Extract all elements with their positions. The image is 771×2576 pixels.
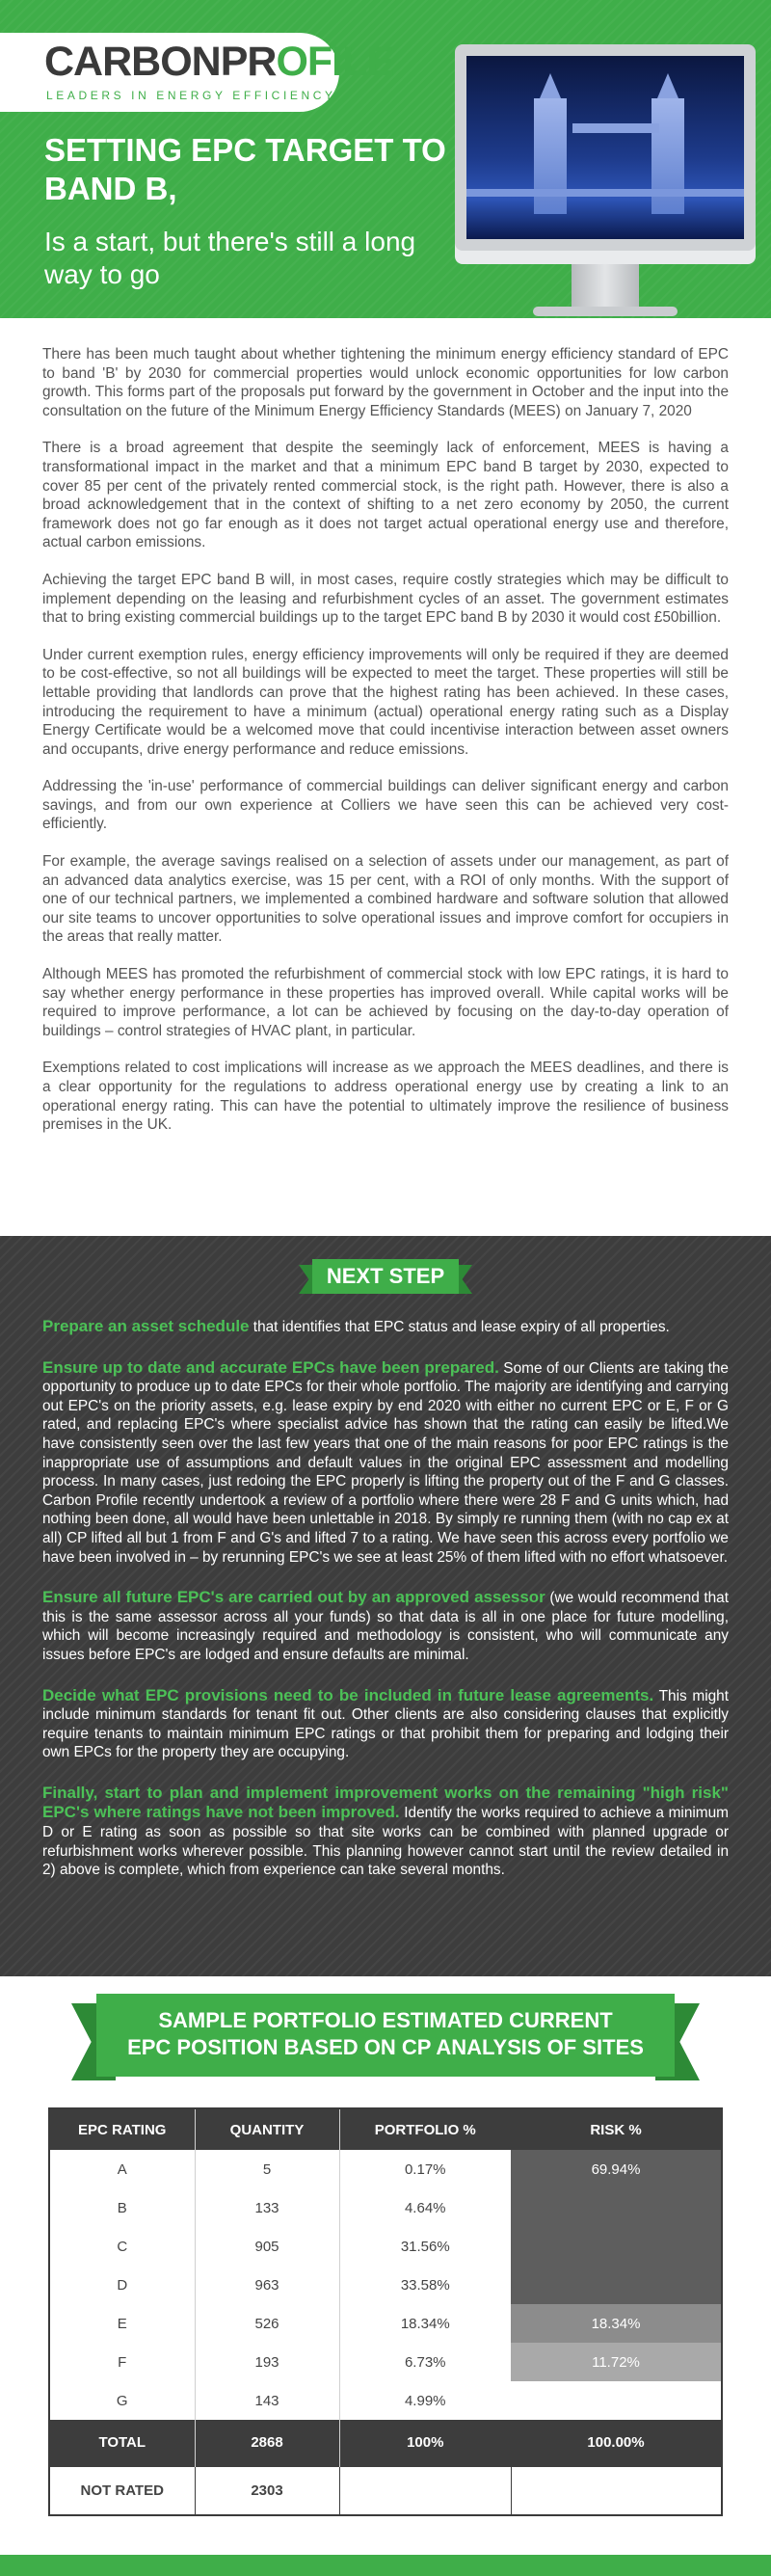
epc-table: [48, 2107, 723, 2516]
rating-cell: G: [116, 2392, 128, 2409]
risk-cell-f-g: 11.72%: [511, 2343, 721, 2381]
monitor-screen: [455, 44, 756, 251]
logo-wordmark: CARBONPROFILE: [44, 39, 394, 85]
hero-banner: [0, 0, 771, 318]
article-paragraph: Achieving the target EPC band B will, in most cases, require costly strategies which may be difficult to implement depending on the leasing and refurbishment cycles of an asset. The government estimates that to bring existing commercial buildings up to the target EPC band B by 2030 it would cost £50billion.: [42, 571, 729, 627]
not-rated-empty: [511, 2466, 721, 2514]
step-highlight: Prepare an asset schedule: [42, 1317, 250, 1335]
portfolio-cell: 4.99%: [339, 2381, 511, 2420]
page-title: SETTING EPC TARGET TO BAND B,: [44, 132, 446, 206]
page-subtitle: Is a start, but there's still a long way to go: [44, 227, 416, 289]
table-row: [50, 2150, 721, 2188]
step-highlight: Ensure up to date and accurate EPCs have been prepared.: [42, 1357, 499, 1377]
article-paragraph: Under current exemption rules, energy efficiency improvements will only be required if they are deemed to be cost-effective, so not all buildings will be expected to meet the target. These properties will still be lettable providing that landlords can prove that the highest rating has been achieved. In these cases, introducing the requirement to have a minimum (actual) operational energy rating such as a Display Energy Certificate would be a welcomed move that could incentivise interaction between asset owners and occupants, drive energy performance and reduce emissions.: [42, 646, 729, 758]
monitor-illustration: [455, 44, 756, 316]
step-highlight: Ensure all future EPC's are carried out by an approved assessor: [42, 1588, 545, 1607]
rating-cell: E: [117, 2315, 127, 2332]
step-highlight: Decide what EPC provisions need to be included in future lease agreements.: [42, 1685, 654, 1704]
portfolio-cell: 0.17%: [339, 2150, 511, 2188]
sample-portfolio-heading: [96, 1994, 675, 2077]
risk-cell-a-to-d: 69.94%: [511, 2150, 721, 2304]
step-highlight: Finally, start to plan and implement improvement works on the remaining "high risk" EPC's where ratings have not been improved.: [42, 1783, 729, 1822]
quantity-cell: 133: [195, 2188, 339, 2227]
step-text: This might include minimum standards for tenant fit out. Other clients are also considering clauses that explicitly require tenants to maintain minimum EPC ratings or that prohibit them for preparing and lodging their own EPCs for the property they are occupying.: [42, 1687, 730, 1761]
quantity-cell: 526: [195, 2304, 339, 2343]
not-rated-label: NOT RATED: [50, 2466, 195, 2514]
quantity-cell: 963: [195, 2266, 339, 2304]
tower-bridge-image: [466, 56, 744, 239]
risk-cell-e: 18.34%: [511, 2304, 721, 2343]
column-header-portfolio: PORTFOLIO %: [339, 2109, 511, 2150]
step-text: Identify the works required to achieve a minimum D or E rating as soon as possible so that site works can be combined with planned upgrade or refurbishment works wherever possible. This planning however cannot start until the review detailed in 2) above is complete, which from experience can take several months.: [42, 1805, 729, 1879]
column-header-rating: EPC RATING: [50, 2109, 195, 2150]
logo-tagline: LEADERS IN ENERGY EFFICIENCY: [46, 89, 336, 102]
next-step-item: [42, 1317, 729, 1337]
rating-cell: D: [117, 2276, 128, 2294]
quantity-cell: 5: [195, 2150, 339, 2188]
not-rated-quantity: 2303: [195, 2466, 339, 2514]
article-paragraph: Addressing the 'in-use' performance of commercial buildings can deliver significant energy and carbon savings, and from our own experience at Colliers we have seen this can be achieved very cost-efficiently.: [42, 778, 729, 833]
sample-heading-line1: SAMPLE PORTFOLIO ESTIMATED CURRENT: [158, 2008, 613, 2032]
rating-cell: B: [117, 2199, 127, 2216]
rating-cell: A: [117, 2160, 127, 2178]
next-step-heading: NEXT STEP: [312, 1259, 459, 1294]
quantity-cell: 905: [195, 2227, 339, 2266]
risk-cell-empty: [511, 2381, 721, 2420]
article-paragraph: Although MEES has promoted the refurbishment of commercial stock with low EPC ratings, it is hard to say whether energy performance in these properties has improved overall. While capital works will be required to improve performance, a lot can be achieved by focusing on the day-to-day operation of buildings – control strategies of HVAC plant, in particular.: [42, 966, 729, 1039]
table-not-rated-row: [50, 2466, 721, 2514]
step-text: (we would recommend that this is the same assessor across all your funds) so that data is all in one place for future modelling, which will become increasingly required and methodology is consistent, who will communicate any issues before EPC's are lodged and ensure defaults are minimal.: [42, 1590, 729, 1663]
table-row: [50, 2343, 721, 2381]
total-portfolio: 100%: [339, 2420, 511, 2466]
next-step-ribbon: [299, 1259, 472, 1298]
portfolio-cell: 31.56%: [339, 2227, 511, 2266]
quantity-cell: 193: [195, 2343, 339, 2381]
next-step-item: [42, 1784, 729, 1880]
quantity-cell: 143: [195, 2381, 339, 2420]
total-label: TOTAL: [50, 2420, 195, 2466]
table-row: [50, 2381, 721, 2420]
article-body: [0, 318, 771, 1135]
sample-heading-line2: EPC POSITION BASED ON CP ANALYSIS OF SITES: [127, 2035, 644, 2059]
portfolio-cell: 33.58%: [339, 2266, 511, 2304]
article-paragraph: For example, the average savings realised on a selection of assets under our management, as part of an advanced data analytics exercise, was 15 per cent, with a ROI of only months. With the support of one of our technical partners, we implemented a combined hardware and software solution that allowed our site teams to uncover opportunities to solve operational issues and improve comfort for occupiers in the areas that really matter.: [42, 853, 729, 946]
table-total-row: [50, 2420, 721, 2466]
sample-portfolio-ribbon: [71, 1994, 700, 2086]
rating-cell: C: [117, 2238, 128, 2255]
article-paragraph: There is a broad agreement that despite the seemingly lack of enforcement, MEES is having a transformational impact in the market and that a minimum EPC band B target by 2030, expected to cover 85 per cent of the privately rented commercial stock, is the right path. However, there is also a broad acknowledgement that in the context of shifting to a net zero economy by 2050, the current framework does not go far enough as it does not target actual operational energy use and therefore, actual carbon emissions.: [42, 440, 729, 551]
next-step-list: [42, 1317, 729, 1901]
column-header-quantity: QUANTITY: [195, 2109, 339, 2150]
table-header-row: [50, 2109, 721, 2150]
step-text: that identifies that EPC status and lease expiry of all properties.: [249, 1319, 670, 1335]
rating-cell: F: [118, 2353, 127, 2371]
portfolio-cell: 6.73%: [339, 2343, 511, 2381]
footer-bar: [0, 2555, 771, 2576]
article-paragraph: Exemptions related to cost implications will increase as we approach the MEES deadlines, and there is a clear opportunity for the regulations to address operational energy use by creating a link to an operational energy rating. This can have the potential to ultimately improve the resilience of business premises in the UK.: [42, 1060, 729, 1134]
step-text: Some of our Clients are taking the opportunity to produce up to date EPCs for their whole portfolio. The majority are identifying and carrying out EPC's on the priority assets, e.g. lease expiry by end 2020 with either no current EPC or E, F or G rated, and replacing EPC's where specialist advice has shown that the rating can easily be lifted.We have consistently seen over the last few years that one of the main reasons for poor EPC ratings is the inappropriate use of assumptions and default values in the original EPC assessment and modelling process. In many cases, just redoing the EPC properly is lifting the property out of the F and G classes. Carbon Profile recently undertook a review of a portfolio where there were 28 F and G units which, had nothing been done, all would have been unlettable in 2018. By simply re running them (with no cap ex at all) CP lifted all but 1 from F and G's and lifted 7 to a rating. We have seen this across every portfolio we have been involved in – by rerunning EPC's we see at least 25% of them lifted with no effort whatsoever.: [42, 1359, 729, 1566]
article-paragraph: There has been much taught about whether tightening the minimum energy efficiency standard of EPC to band 'B' by 2030 for commercial properties would unlock economic opportunities for low carbon growth. This forms part of the proposals put forward by the government in October and the input into the consultation on the future of the Minimum Energy Efficiency Standards (MEES) on January 7, 2020: [42, 346, 729, 419]
column-header-risk: RISK %: [511, 2109, 721, 2150]
next-step-item: [42, 1686, 729, 1762]
logo[interactable]: [0, 33, 394, 112]
next-step-section: [0, 1236, 771, 1976]
next-step-item: [42, 1588, 729, 1664]
total-risk: 100.00%: [511, 2420, 721, 2466]
not-rated-empty: [339, 2466, 511, 2514]
total-quantity: 2868: [195, 2420, 339, 2466]
portfolio-cell: 18.34%: [339, 2304, 511, 2343]
portfolio-cell: 4.64%: [339, 2188, 511, 2227]
next-step-item: [42, 1358, 729, 1568]
table-row: [50, 2304, 721, 2343]
